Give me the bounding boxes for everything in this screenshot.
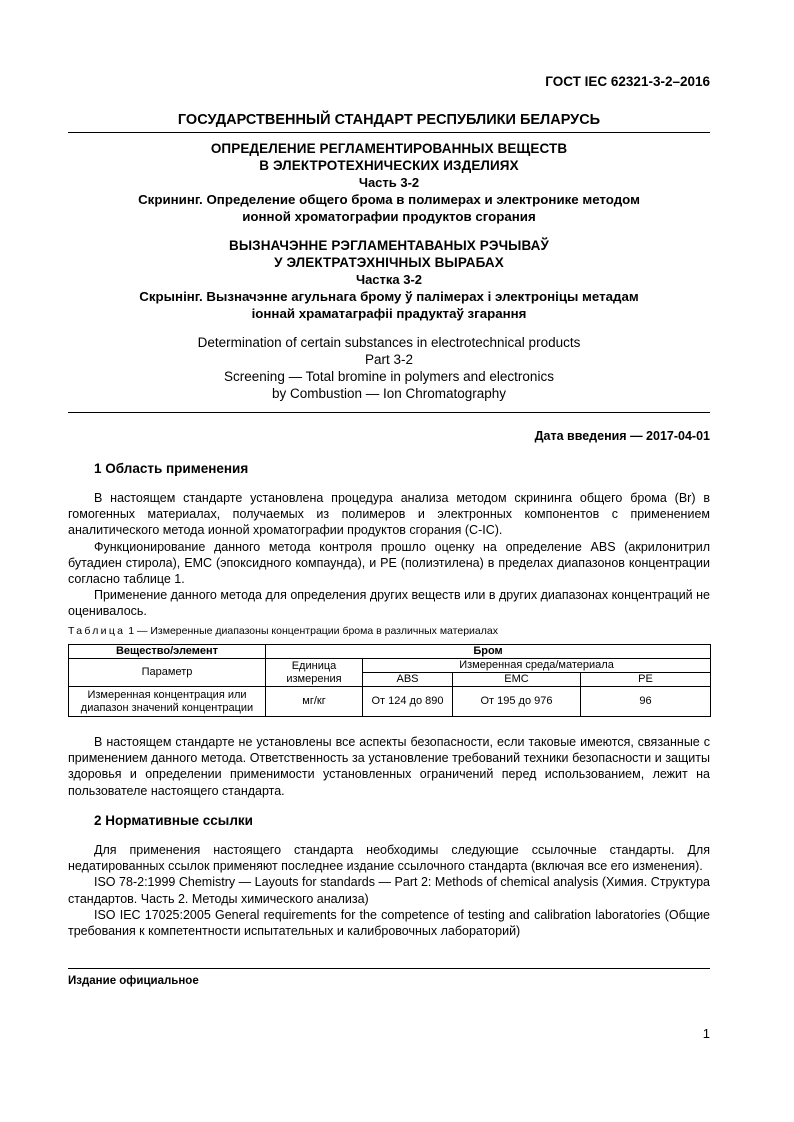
- table-caption-text: 1 — Измеренные диапазоны концентрации брома в различных материалах: [125, 625, 498, 637]
- title-en-sub1: Screening — Total bromine in polymers and electronics: [224, 369, 554, 384]
- title-belarusian: [68, 237, 710, 322]
- reference-iso-iec-17025: ISO IEC 17025:2005 General requirements for the competence of testing and calibration laboratories (Общие требования к компетентности испытательных и калибровочных лабораторий): [68, 907, 710, 939]
- title-en-sub2: by Combustion — Ion Chromatography: [271, 386, 507, 401]
- title-ru-sub2: ионной хроматографии продуктов сгорания: [242, 209, 536, 224]
- document-code: ГОСТ IEC 62321-3-2–2016: [545, 74, 710, 89]
- title-russian: [68, 140, 710, 225]
- header-bromine: Бром: [266, 645, 711, 659]
- cell-pe: 96: [581, 687, 711, 717]
- page-number: 1: [702, 1026, 710, 1041]
- section-1-paragraph: Функционирование данного метода контроля прошло оценку на определение ABS (акрилонитрил бутадиен стирола), EMC (эпоксидного компаунда), и PE (полиэтилена) в пределах диапазонов концентрации согласно таблице 1.: [68, 539, 710, 587]
- title-en-line1: Determination of certain substances in electrotechnical products: [197, 335, 581, 350]
- header-medium: Измеренная среда/материала: [363, 659, 711, 673]
- footer-rule: [68, 968, 710, 969]
- header-rule: [68, 132, 710, 133]
- table-row: [69, 687, 711, 717]
- title-en-part: Part 3-2: [364, 352, 414, 367]
- header-parameter: Параметр: [69, 659, 266, 687]
- header-substance: Вещество/элемент: [69, 645, 266, 659]
- cell-parameter-line2: диапазон значений концентрации: [80, 701, 254, 714]
- header-emc: EMC: [453, 673, 581, 687]
- cell-unit: мг/кг: [266, 687, 363, 717]
- section-1-paragraph: В настоящем стандарте не установлены все аспекты безопасности, если таковые имеются, связанные с применением данного метода. Ответственность за установление требований техники безопасности и защиты здоровья и определении применимости установленных ограничений перед использованием, лежит на пользователе настоящего стандарта.: [68, 735, 710, 798]
- title-ru-part: Часть 3-2: [358, 175, 420, 190]
- section-1-safety: [68, 734, 710, 799]
- cell-emc: От 195 до 976: [453, 687, 581, 717]
- cell-parameter: [69, 687, 266, 717]
- section-2-body: [68, 842, 710, 939]
- title-by-line1: ВЫЗНАЧЭННЕ РЭГЛАМЕНТАВАНЫХ РЭЧЫВАЎ: [228, 238, 549, 253]
- introduction-date: Дата введения — 2017-04-01: [534, 429, 710, 443]
- section-1-paragraph: Применение данного метода для определения других веществ или в других диапазонах концентраций не оценивалось.: [68, 588, 710, 619]
- official-edition: Издание официальное: [68, 975, 199, 987]
- title-by-line2: У ЭЛЕКТРАТЭХНІЧНЫХ ВЫРАБАХ: [274, 255, 504, 270]
- section-1-paragraph: В настоящем стандарте установлена процедура анализа методом скрининга общего брома (Br) в гомогенных материалах, получаемых из полимеров и электронных компонентов с применением аналитического метода ионной хроматографии продуктов сгорания (C-IC).: [68, 491, 710, 538]
- section-2-paragraph: Для применения настоящего стандарта необходимы следующие ссылочные стандарты. Для недатированных ссылок применяют последнее издание ссылочного стандарта (включая все его изменения).: [68, 843, 710, 874]
- section-2-heading: 2 Нормативные ссылки: [94, 813, 253, 828]
- title-by-part: Частка 3-2: [355, 272, 423, 287]
- title-ru-sub1: Скрининг. Определение общего брома в полимерах и электронике методом: [138, 192, 640, 207]
- cell-parameter-line1: Измеренная концентрация или: [87, 688, 247, 701]
- title-ru-line1: ОПРЕДЕЛЕНИЕ РЕГЛАМЕНТИРОВАННЫХ ВЕЩЕСТВ: [210, 141, 568, 156]
- reference-iso-78-2: ISO 78-2:1999 Chemistry — Layouts for standards — Part 2: Methods of chemical analysis (Химия. Структура стандартов. Часть 2. Методы химического анализа): [68, 875, 710, 906]
- title-by-sub2: іоннай храматаграфіі прадуктаў згарання: [251, 306, 527, 321]
- bromine-concentration-table: [68, 644, 711, 717]
- title-rule: [68, 412, 710, 413]
- section-1-heading: 1 Область применения: [94, 461, 249, 476]
- header-abs: ABS: [363, 673, 453, 687]
- header-unit: Единица измерения: [266, 659, 363, 687]
- national-standard-title: ГОСУДАРСТВЕННЫЙ СТАНДАРТ РЕСПУБЛИКИ БЕЛАРУСЬ: [177, 112, 601, 128]
- section-1-body: [68, 490, 710, 620]
- title-english: [68, 334, 710, 402]
- header-pe: PE: [581, 673, 711, 687]
- table-caption-label: Таблица: [68, 625, 126, 637]
- table-1-caption: [68, 625, 498, 637]
- title-ru-line2: В ЭЛЕКТРОТЕХНИЧЕСКИХ ИЗДЕЛИЯХ: [259, 158, 519, 173]
- title-by-sub1: Скрынінг. Вызначэнне агульнага брому ў палімерах і электроніцы метадам: [139, 289, 639, 304]
- cell-abs: От 124 до 890: [363, 687, 453, 717]
